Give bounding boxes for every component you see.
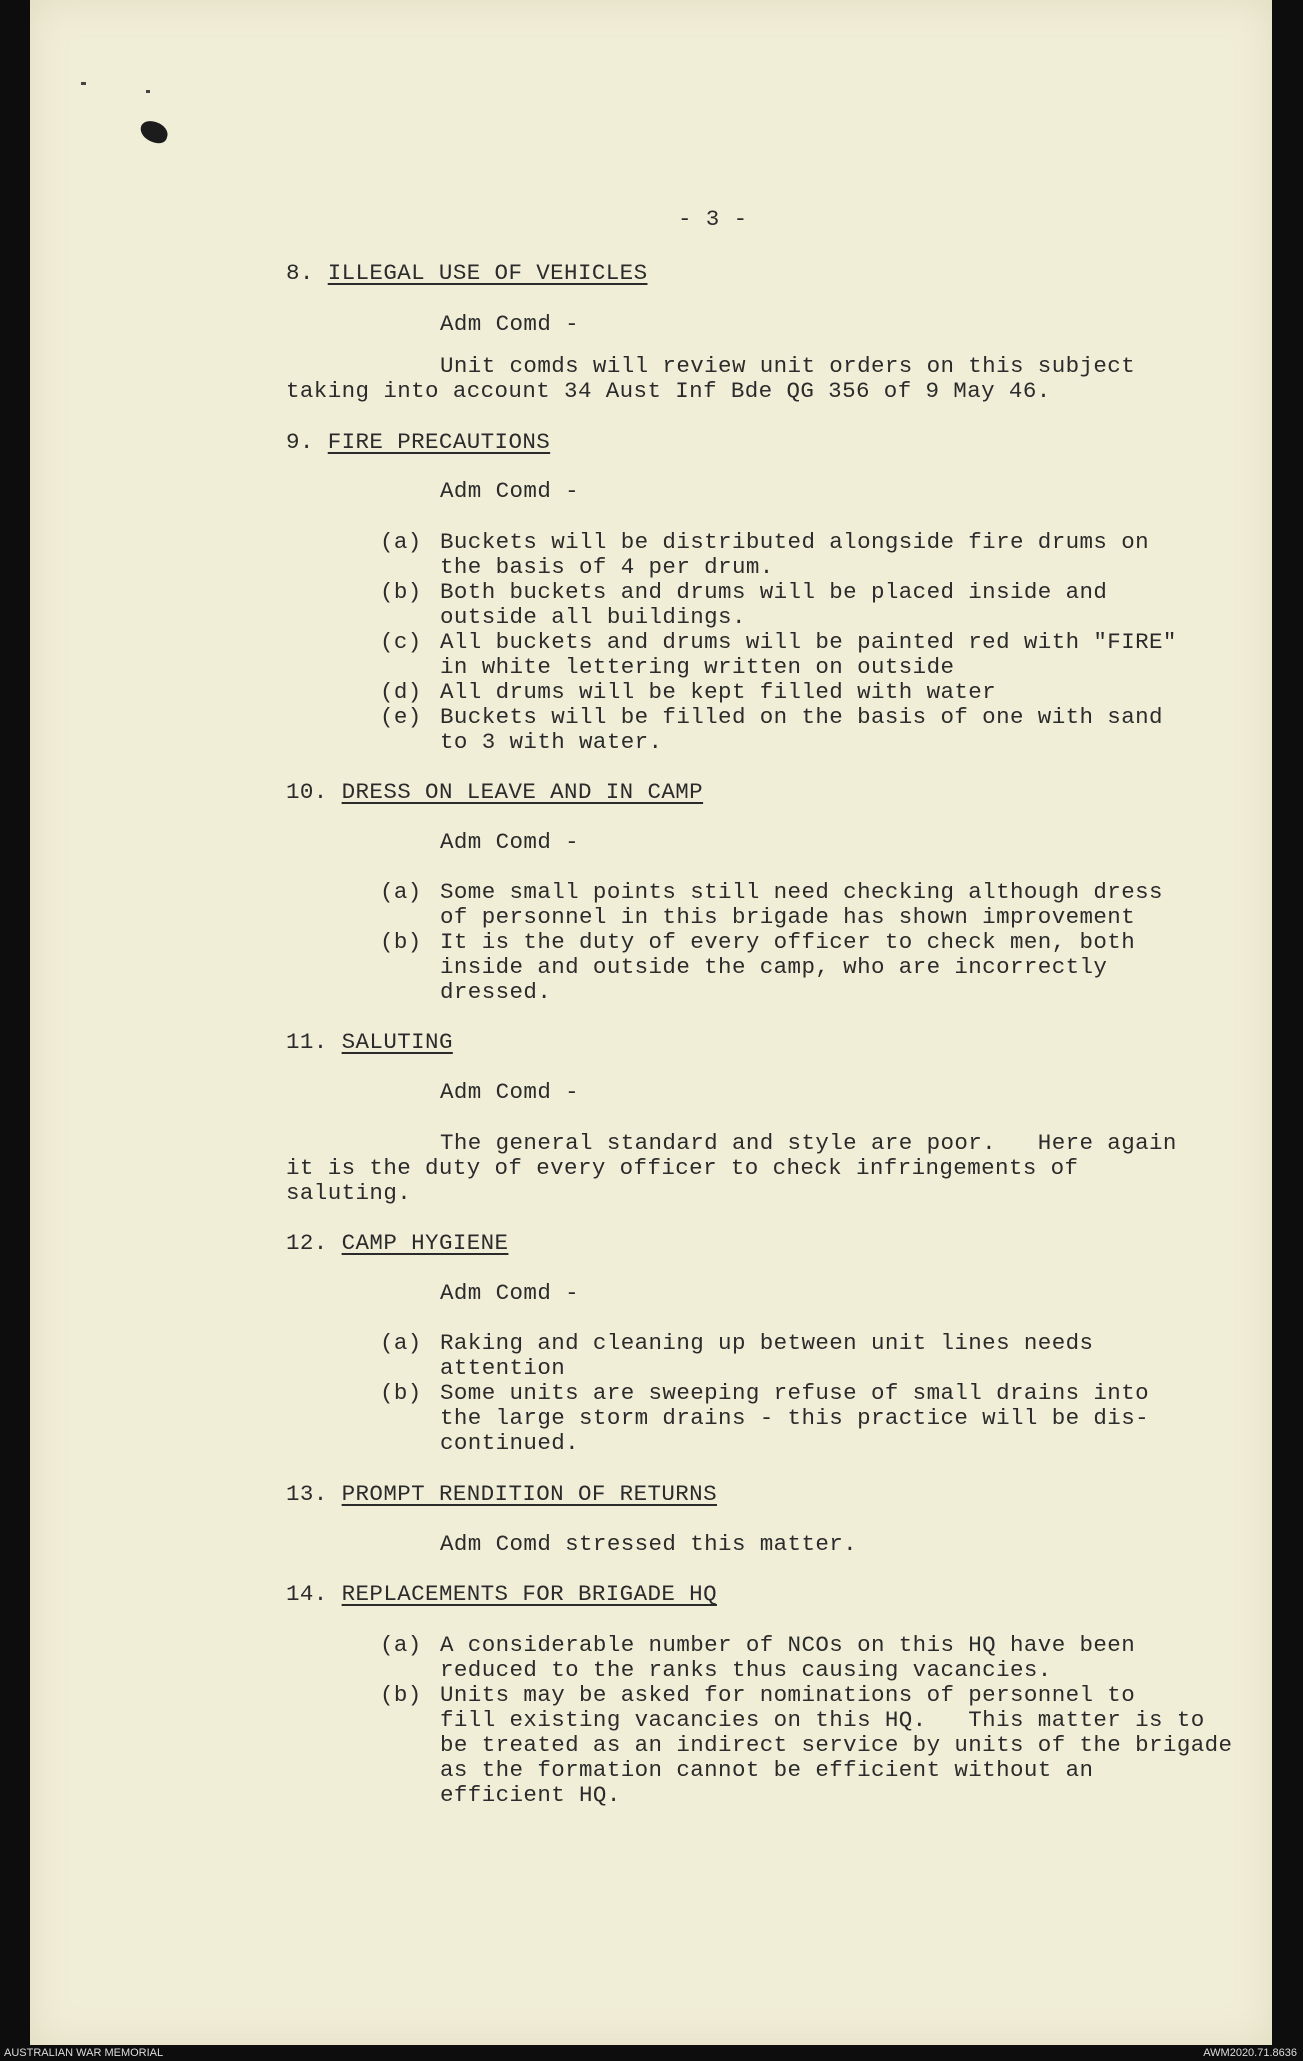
section-number: 11. [286, 1029, 328, 1055]
section-13-heading [286, 1482, 717, 1507]
item-line: All drums will be kept filled with water [440, 679, 997, 705]
section-number: 13. [286, 1481, 328, 1507]
item-line: to 3 with water. [440, 729, 663, 755]
section-number: 12. [286, 1230, 328, 1256]
paragraph-line: The general standard and style are poor. Here again [440, 1130, 1177, 1156]
section-source: Adm Comd - [440, 1079, 580, 1105]
section-title: FIRE PRECAUTIONS [327, 429, 551, 455]
item-line: Raking and cleaning up between unit lines needs [440, 1330, 1094, 1356]
section-source: Adm Comd - [440, 1280, 580, 1306]
item-line: be treated as an indirect service by units of the brigade [440, 1732, 1233, 1758]
item-label: (a) [380, 529, 422, 555]
item-label: (e) [380, 704, 422, 730]
section-12-heading [286, 1231, 508, 1256]
section-number: 8. [286, 260, 314, 286]
item-line: in white lettering written on outside [440, 654, 955, 680]
item-label: (a) [380, 1632, 422, 1658]
item-line: Units may be asked for nominations of personnel to [440, 1682, 1136, 1708]
item-label: (a) [380, 879, 422, 905]
item-line: efficient HQ. [440, 1782, 621, 1808]
item-label: (b) [380, 929, 422, 955]
item-line: It is the duty of every officer to check men, both [440, 929, 1136, 955]
item-line: continued. [440, 1430, 580, 1456]
section-title: CAMP HYGIENE [341, 1230, 509, 1256]
section-10-heading [286, 780, 703, 805]
item-line: Both buckets and drums will be placed inside and [440, 579, 1108, 605]
item-label: (c) [380, 629, 422, 655]
paragraph-line: taking into account 34 Aust Inf Bde QG 356 of 9 May 46. [286, 378, 1051, 404]
section-source: Adm Comd stressed this matter. [440, 1531, 858, 1557]
item-line: All buckets and drums will be painted red with "FIRE" [440, 629, 1177, 655]
paragraph-line: it is the duty of every officer to check infringements of [286, 1155, 1079, 1181]
section-14-heading [286, 1582, 717, 1607]
item-line: attention [440, 1355, 566, 1381]
item-line: outside all buildings. [440, 604, 746, 630]
section-source: Adm Comd - [440, 829, 580, 855]
section-title: DRESS ON LEAVE AND IN CAMP [341, 779, 704, 805]
item-line: fill existing vacancies on this HQ. This matter is to [440, 1707, 1205, 1733]
ink-blot [138, 118, 171, 146]
section-8-heading [286, 261, 647, 286]
item-line: dressed. [440, 979, 552, 1005]
section-title: SALUTING [341, 1029, 453, 1055]
item-label: (d) [380, 679, 422, 705]
item-label: (a) [380, 1330, 422, 1356]
document-page [30, 0, 1272, 2045]
ink-speck [146, 90, 150, 93]
section-title: REPLACEMENTS FOR BRIGADE HQ [341, 1581, 717, 1607]
section-11-heading [286, 1030, 453, 1055]
item-line: the large storm drains - this practice will be dis- [440, 1405, 1150, 1431]
section-9-heading [286, 430, 550, 455]
page-number: - 3 - [678, 206, 748, 232]
section-number: 14. [286, 1581, 328, 1607]
section-number: 10. [286, 779, 328, 805]
section-source: Adm Comd - [440, 478, 580, 504]
item-line: A considerable number of NCOs on this HQ have been [440, 1632, 1136, 1658]
item-line: reduced to the ranks thus causing vacancies. [440, 1657, 1052, 1683]
item-line: Buckets will be distributed alongside fire drums on [440, 529, 1150, 555]
section-number: 9. [286, 429, 314, 455]
item-line: as the formation cannot be efficient without an [440, 1757, 1094, 1783]
item-label: (b) [380, 1682, 422, 1708]
paragraph-line: saluting. [286, 1180, 412, 1206]
paragraph-line: Unit comds will review unit orders on this subject [440, 353, 1136, 379]
section-source: Adm Comd - [440, 311, 580, 337]
item-line: of personnel in this brigade has shown improvement [440, 904, 1136, 930]
section-title: ILLEGAL USE OF VEHICLES [327, 260, 648, 286]
item-label: (b) [380, 579, 422, 605]
item-line: the basis of 4 per drum. [440, 554, 774, 580]
section-title: PROMPT RENDITION OF RETURNS [341, 1481, 717, 1507]
item-line: inside and outside the camp, who are incorrectly [440, 954, 1108, 980]
footer-catalogue-id: AWM2020.71.8636 [1203, 2047, 1297, 2059]
ink-speck [81, 82, 86, 85]
footer-archive-label: AUSTRALIAN WAR MEMORIAL [4, 2047, 164, 2059]
item-line: Some small points still need checking although dress [440, 879, 1163, 905]
item-line: Buckets will be filled on the basis of one with sand [440, 704, 1163, 730]
item-label: (b) [380, 1380, 422, 1406]
item-line: Some units are sweeping refuse of small drains into [440, 1380, 1150, 1406]
